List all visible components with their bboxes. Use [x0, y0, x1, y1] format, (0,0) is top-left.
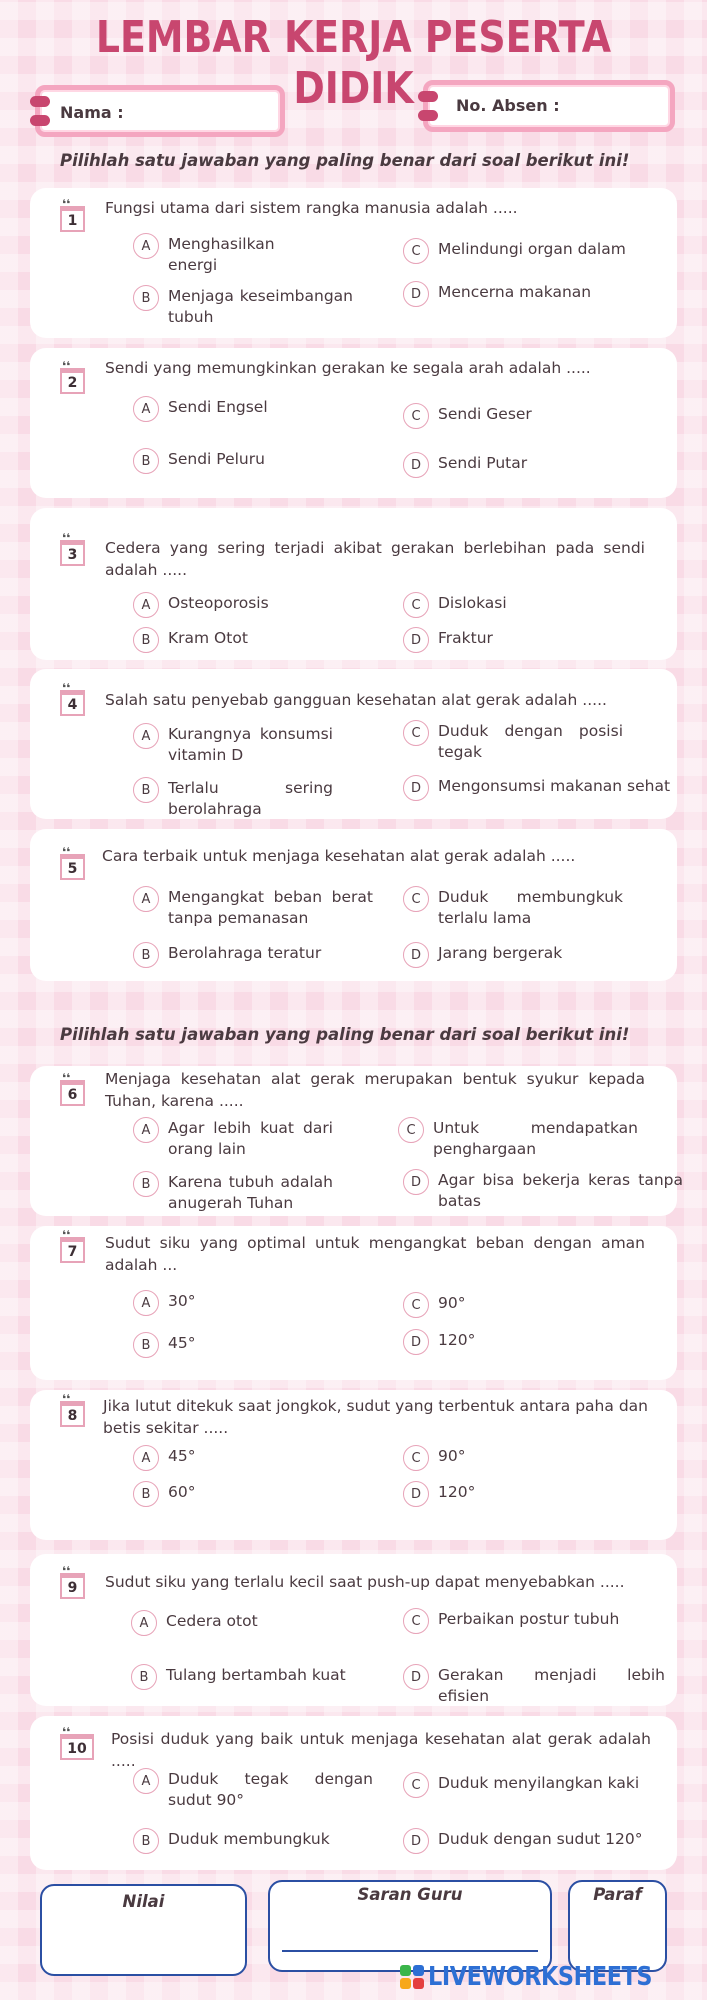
option-3-c[interactable]: C Dislokasi — [403, 592, 643, 618]
option-10-a[interactable]: A Duduk tegak dengan sudut 90° — [133, 1768, 373, 1811]
paraf-label: Paraf — [593, 1885, 642, 1904]
question-number-9: ❛❛ 9 — [60, 1573, 85, 1599]
question-card-9 — [30, 1554, 677, 1706]
option-8-a[interactable]: A 45° — [133, 1445, 333, 1471]
absen-tab-bottom — [418, 110, 438, 121]
saran-guru-label: Saran Guru — [357, 1885, 463, 1904]
absen-field[interactable] — [423, 80, 675, 132]
option-9-d[interactable]: D Gerakan menjadi lebih efisien — [403, 1664, 665, 1707]
liveworksheets-logo[interactable] — [400, 1962, 689, 1992]
question-card-4 — [30, 669, 677, 819]
option-7-a[interactable]: A 30° — [133, 1290, 333, 1316]
question-number-5: ❛❛ 5 — [60, 854, 85, 880]
liveworksheets-icon — [400, 1965, 424, 1989]
option-7-c[interactable]: C 90° — [403, 1292, 603, 1318]
option-7-b[interactable]: B 45° — [133, 1332, 333, 1358]
question-card-7 — [30, 1226, 677, 1380]
question-text-5: Cara terbaik untuk menjaga kesehatan alat gerak adalah ..... — [102, 847, 576, 865]
option-5-b[interactable]: B Berolahraga teratur — [133, 942, 373, 968]
option-6-d[interactable]: D Agar bisa bekerja keras tanpa batas — [403, 1169, 683, 1212]
question-number-8: ❛❛ 8 — [60, 1401, 85, 1427]
question-text-10: Posisi duduk yang baik untuk menjaga kesehatan alat gerak adalah ..... — [111, 1730, 651, 1770]
question-text-8: Jika lutut ditekuk saat jongkok, sudut yang terbentuk antara paha dan betis sekitar ..... — [103, 1397, 648, 1437]
question-card-1 — [30, 188, 677, 338]
question-card-2 — [30, 348, 677, 498]
name-label: Nama : — [60, 103, 124, 122]
option-2-c[interactable]: C Sendi Geser — [403, 403, 643, 429]
instruction-2: Pilihlah satu jawaban yang paling benar dari soal berikut ini! — [60, 1025, 630, 1044]
option-2-d[interactable]: D Sendi Putar — [403, 452, 643, 478]
option-1-b[interactable]: B Menjaga keseimbangan tubuh — [133, 285, 353, 328]
option-6-a[interactable]: A Agar lebih kuat dari orang lain — [133, 1117, 333, 1160]
paraf-box[interactable] — [568, 1880, 667, 1972]
option-5-c[interactable]: C Duduk membungkuk terlalu lama — [403, 886, 623, 929]
option-5-a[interactable]: A Mengangkat beban berat tanpa pemanasan — [133, 886, 373, 929]
question-number-2: ❛❛ 2 — [60, 368, 85, 394]
option-6-b[interactable]: B Karena tubuh adalah anugerah Tuhan — [133, 1171, 333, 1214]
instruction-1: Pilihlah satu jawaban yang paling benar dari soal berikut ini! — [60, 151, 630, 170]
question-text-6: Menjaga kesehatan alat gerak merupakan bentuk syukur kepada Tuhan, karena ..... — [105, 1070, 645, 1110]
option-10-c[interactable]: C Duduk menyilangkan kaki — [403, 1772, 673, 1798]
question-card-6 — [30, 1066, 683, 1216]
option-10-d[interactable]: D Duduk dengan sudut 120° — [403, 1828, 673, 1854]
option-3-b[interactable]: B Kram Otot — [133, 627, 353, 653]
option-10-b[interactable]: B Duduk membungkuk — [133, 1828, 373, 1854]
question-card-3 — [30, 508, 677, 660]
question-number-6: ❛❛ 6 — [60, 1080, 85, 1106]
name-field[interactable] — [35, 85, 285, 137]
saran-guru-box[interactable] — [268, 1880, 552, 1972]
question-card-5 — [30, 829, 677, 981]
nilai-box[interactable] — [40, 1884, 247, 1976]
question-text-7: Sudut siku yang optimal untuk mengangkat beban dengan aman adalah ... — [105, 1234, 645, 1274]
option-4-b[interactable]: B Terlalu sering berolahraga — [133, 777, 333, 820]
question-text-2: Sendi yang memungkinkan gerakan ke segala arah adalah ..... — [105, 359, 591, 377]
name-tab-top — [30, 96, 50, 107]
name-tab-bottom — [30, 115, 50, 126]
question-text-3: Cedera yang sering terjadi akibat gerakan berlebihan pada sendi adalah ..... — [105, 539, 645, 579]
option-5-d[interactable]: D Jarang bergerak — [403, 942, 643, 968]
option-1-d[interactable]: D Mencerna makanan — [403, 281, 643, 307]
question-number-10: ❛❛ 10 — [60, 1734, 94, 1760]
question-text-1: Fungsi utama dari sistem rangka manusia adalah ..... — [105, 199, 518, 217]
absen-tab-top — [418, 91, 438, 102]
question-text-9: Sudut siku yang terlalu kecil saat push-up dapat menyebabkan ..... — [105, 1573, 625, 1591]
question-number-7: ❛❛ 7 — [60, 1237, 85, 1263]
option-9-b[interactable]: B Tulang bertambah kuat — [131, 1664, 371, 1690]
option-8-b[interactable]: B 60° — [133, 1481, 333, 1507]
option-4-d[interactable]: D Mengonsumsi makanan sehat — [403, 775, 673, 801]
option-8-c[interactable]: C 90° — [403, 1445, 603, 1471]
option-7-d[interactable]: D 120° — [403, 1329, 603, 1355]
option-2-a[interactable]: A Sendi Engsel — [133, 396, 353, 422]
question-number-1: ❛❛ 1 — [60, 206, 85, 232]
nilai-label: Nilai — [122, 1892, 165, 1911]
option-2-b[interactable]: B Sendi Peluru — [133, 448, 353, 474]
saran-guru-line — [282, 1950, 538, 1952]
question-number-3: ❛❛ 3 — [60, 540, 85, 566]
option-9-c[interactable]: C Perbaikan postur tubuh — [403, 1608, 653, 1634]
option-3-a[interactable]: A Osteoporosis — [133, 592, 353, 618]
option-3-d[interactable]: D Fraktur — [403, 627, 643, 653]
option-1-a[interactable]: A Menghasilkan energi — [133, 233, 263, 276]
question-card-8 — [30, 1390, 677, 1540]
question-number-4: ❛❛ 4 — [60, 690, 85, 716]
option-1-c[interactable]: C Melindungi organ dalam — [403, 238, 643, 264]
option-4-c[interactable]: C Duduk dengan posisi tegak — [403, 720, 623, 763]
option-6-c[interactable]: C Untuk mendapatkan penghargaan — [398, 1117, 638, 1160]
question-text-4: Salah satu penyebab gangguan kesehatan alat gerak adalah ..... — [105, 691, 607, 709]
liveworksheets-text: LIVEWORKSHEETS — [428, 1962, 653, 1992]
page-title: LEMBAR KERJA PESERTA DIDIK — [95, 12, 612, 114]
option-8-d[interactable]: D 120° — [403, 1481, 603, 1507]
absen-label: No. Absen : — [456, 96, 560, 115]
option-9-a[interactable]: A Cedera otot — [131, 1610, 331, 1636]
option-4-a[interactable]: A Kurangnya konsumsi vitamin D — [133, 723, 333, 766]
question-card-10 — [30, 1716, 677, 1870]
